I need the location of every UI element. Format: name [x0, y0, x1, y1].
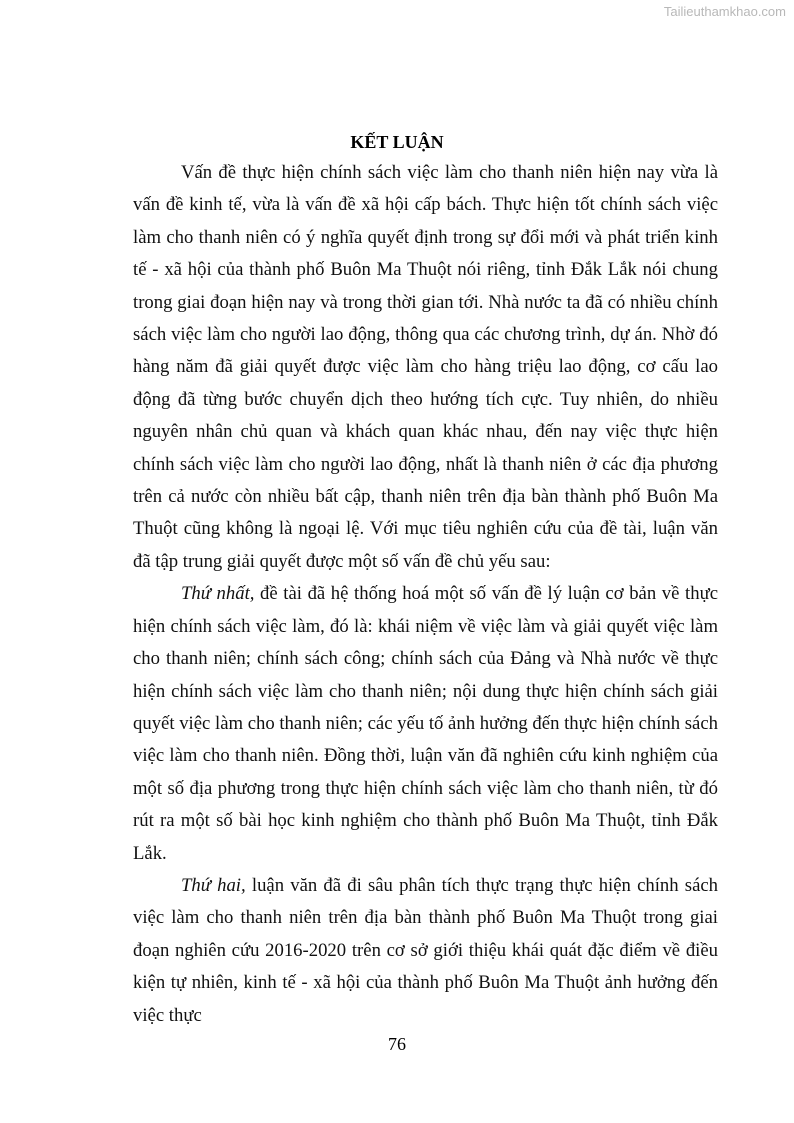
watermark: Tailieuthamkhao.com — [663, 4, 786, 19]
paragraph-intro: Vấn đề thực hiện chính sách việc làm cho thanh niên hiện nay vừa là vấn đề kinh tế, vừa là vấn đề xã hội cấp bách. Thực hiện tốt chính sách việc làm cho thanh niên có ý nghĩa quyết định trong sự đổi mới và phát triển kinh tế - xã hội của thành phố Buôn Ma Thuột nói riêng, tỉnh Đắk Lắk nói chung trong giai đoạn hiện nay và trong thời gian tới. Nhà nước ta đã có nhiều chính sách việc làm cho người lao động, thông qua các chương trình, dự án. Nhờ đó hàng năm đã giải quyết được việc làm cho hàng triệu lao động, cơ cấu lao động đã từng bước chuyển dịch theo hướng tích cực. Tuy nhiên, do nhiều nguyên nhân chủ quan và khách quan khác nhau, đến nay việc thực hiện chính sách việc làm cho người lao động, nhất là thanh niên ở các địa phương trên cả nước còn nhiều bất cập, thanh niên trên địa bàn thành phố Buôn Ma Thuột cũng không là ngoại lệ. Với mục tiêu nghiên cứu của đề tài, luận văn đã tập trung giải quyết được một số vấn đề chủ yếu sau: — [133, 162, 718, 572]
paragraph-lead: Thứ hai, — [181, 874, 246, 896]
page-number: 76 — [388, 1034, 406, 1054]
page-title: KẾT LUẬN — [350, 132, 444, 152]
paragraph-lead: Thứ nhất, — [181, 583, 255, 605]
paragraph-first: Thứ nhất, đề tài đã hệ thống hoá một số vấn đề lý luận cơ bản về thực hiện chính sách việc làm, đó là: khái niệm về việc làm và giải quyết việc làm cho thanh niên; chính sách công; chính sách của Đảng và Nhà nước về thực hiện chính sách việc làm cho thanh niên; nội dung thực hiện chính sách giải quyết việc làm cho thanh niên; các yếu tố ảnh hưởng đến thực hiện chính sách việc làm cho thanh niên. Đồng thời, luận văn đã nghiên cứu kinh nghiệm của một số địa phương trong thực hiện chính sách việc làm cho thanh niên, từ đó rút ra một số bài học kinh nghiệm cho thành phố Buôn Ma Thuột, tỉnh Đắk Lắk. — [133, 583, 718, 864]
paragraph-second: Thứ hai, luận văn đã đi sâu phân tích thực trạng thực hiện chính sách việc làm cho thanh niên trên địa bàn thành phố Buôn Ma Thuột trong giai đoạn nghiên cứu 2016-2020 trên cơ sở giới thiệu khái quát đặc điểm về điều kiện tự nhiên, kinh tế - xã hội của thành phố Buôn Ma Thuột ảnh hưởng đến việc thực — [133, 874, 718, 1026]
document-body — [133, 157, 718, 1032]
